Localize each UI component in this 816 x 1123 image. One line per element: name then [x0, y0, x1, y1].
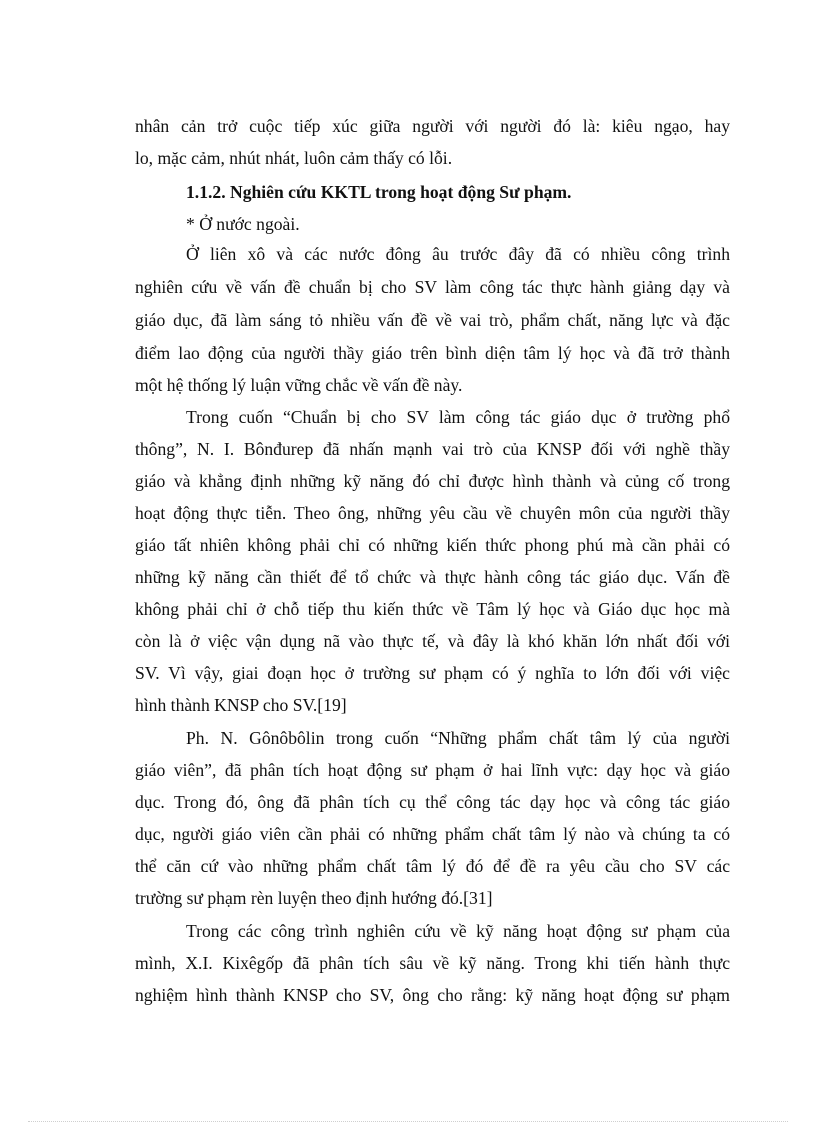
- paragraph-line: dục. Trong đó, ông đã phân tích cụ thể công tác dạy học và công tác giáo: [135, 792, 730, 812]
- paragraph-line: nghiên cứu về vấn đề chuẩn bị cho SV làm công tác thực hành giảng dạy và: [135, 277, 730, 297]
- paragraph-line: giáo tất nhiên không phải chỉ có những kiến thức phong phú mà cần phải có: [135, 535, 730, 555]
- paragraph-line: hình thành KNSP cho SV.[19]: [135, 695, 347, 715]
- paragraph-line: Ở liên xô và các nước đông âu trước đây đã có nhiều công trình: [186, 244, 730, 264]
- paragraph-line: Trong cuốn “Chuẩn bị cho SV làm công tác giáo dục ở trường phổ: [186, 407, 730, 427]
- paragraph-line: mình, X.I. Kixêgốp đã phân tích sâu về kỹ năng. Trong khi tiến hành thực: [135, 953, 730, 973]
- paragraph-line: dục, người giáo viên cần phải có những phẩm chất tâm lý nào và chúng ta có: [135, 824, 730, 844]
- paragraph-line: những kỹ năng cần thiết để tổ chức và thực hành công tác giáo dục. Vấn đề: [135, 567, 730, 587]
- paragraph-line: Ph. N. Gônôbôlin trong cuốn “Những phẩm chất tâm lý của người: [186, 728, 730, 748]
- paragraph-line: trường sư phạm rèn luyện theo định hướng đó.[31]: [135, 888, 493, 908]
- paragraph-line: một hệ thống lý luận vững chắc về vấn đề này.: [135, 375, 463, 395]
- paragraph-line: điểm lao động của người thầy giáo trên bình diện tâm lý học và đã trở thành: [135, 343, 730, 363]
- paragraph-line: không phải chỉ ở chỗ tiếp thu kiến thức về Tâm lý học và Giáo dục học mà: [135, 599, 730, 619]
- paragraph-line: nghiệm hình thành KNSP cho SV, ông cho rằng: kỹ năng hoạt động sư phạm: [135, 985, 730, 1005]
- page-bottom-divider: [28, 1121, 788, 1122]
- paragraph-line: giáo viên”, đã phân tích hoạt động sư phạm ở hai lĩnh vực: dạy học và giáo: [135, 760, 730, 780]
- section-heading: 1.1.2. Nghiên cứu KKTL trong hoạt động Sư phạm.: [186, 182, 572, 202]
- paragraph-line: giáo và khẳng định những kỹ năng đó chỉ được hình thành và củng cố trong: [135, 471, 730, 491]
- paragraph-line: thông”, N. I. Bônđurep đã nhấn mạnh vai trò của KNSP đối với nghề thầy: [135, 439, 730, 459]
- paragraph-line: hoạt động thực tiễn. Theo ông, những yêu cầu về chuyên môn của người thầy: [135, 503, 730, 523]
- subsection-label: * Ở nước ngoài.: [186, 214, 300, 234]
- paragraph-line: giáo dục, đã làm sáng tỏ nhiều vấn đề về vai trò, phẩm chất, năng lực và đặc: [135, 310, 730, 330]
- paragraph-line: nhân cản trở cuộc tiếp xúc giữa người với người đó là: kiêu ngạo, hay: [135, 116, 730, 136]
- paragraph-line: còn là ở việc vận dụng nã vào thực tế, và đây là khó khăn lớn nhất đối với: [135, 631, 730, 651]
- paragraph-line: thể căn cứ vào những phẩm chất tâm lý đó để đề ra yêu cầu cho SV các: [135, 856, 730, 876]
- paragraph-line: lo, mặc cảm, nhút nhát, luôn cảm thấy có lỗi.: [135, 148, 453, 168]
- paragraph-line: Trong các công trình nghiên cứu về kỹ năng hoạt động sư phạm của: [186, 921, 730, 941]
- paragraph-line: SV. Vì vậy, giai đoạn học ở trường sư phạm có ý nghĩa to lớn đối với việc: [135, 663, 730, 683]
